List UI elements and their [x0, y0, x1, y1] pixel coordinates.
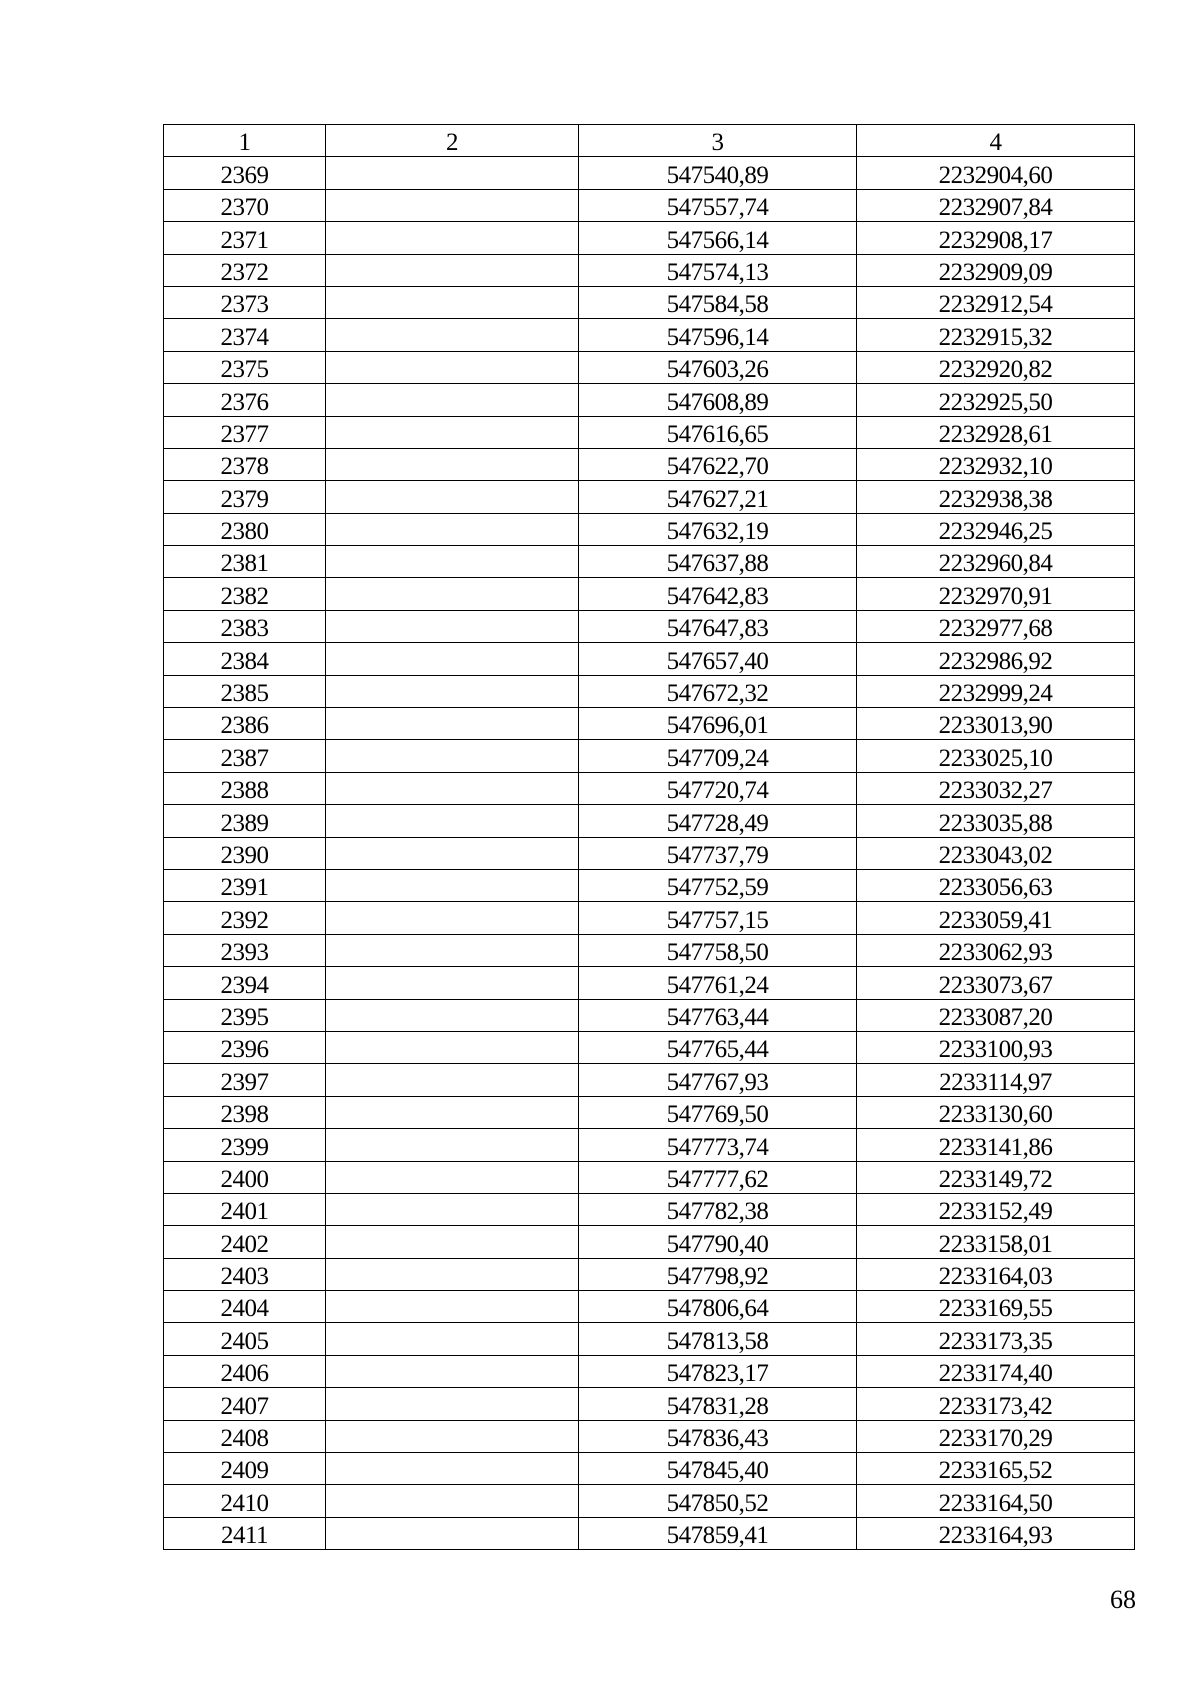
y-coordinate-cell: 2232932,10: [857, 448, 1135, 480]
table-row: [164, 837, 1135, 869]
point-number-cell: 2407: [164, 1388, 326, 1420]
empty-cell: [326, 837, 579, 869]
point-number-cell: 2397: [164, 1064, 326, 1096]
table-row: [164, 1226, 1135, 1258]
table-row: [164, 805, 1135, 837]
y-coordinate-cell: 2233013,90: [857, 708, 1135, 740]
empty-cell: [326, 416, 579, 448]
empty-cell: [326, 384, 579, 416]
empty-cell: [326, 772, 579, 804]
empty-cell: [326, 1388, 579, 1420]
table-row: [164, 222, 1135, 254]
table-body: [164, 157, 1135, 1550]
x-coordinate-cell: 547728,49: [579, 805, 857, 837]
x-coordinate-cell: 547627,21: [579, 481, 857, 513]
page-number: 68: [1110, 1585, 1136, 1614]
point-number-cell: 2400: [164, 1161, 326, 1193]
table-row: [164, 1517, 1135, 1549]
y-coordinate-cell: 2233032,27: [857, 772, 1135, 804]
table-row: [164, 546, 1135, 578]
y-coordinate-cell: 2233130,60: [857, 1096, 1135, 1128]
x-coordinate-cell: 547584,58: [579, 286, 857, 318]
point-number-cell: 2377: [164, 416, 326, 448]
x-coordinate-cell: 547540,89: [579, 157, 857, 189]
y-coordinate-cell: 2233158,01: [857, 1226, 1135, 1258]
table-row: [164, 1485, 1135, 1517]
y-coordinate-cell: 2232986,92: [857, 643, 1135, 675]
empty-cell: [326, 1291, 579, 1323]
x-coordinate-cell: 547782,38: [579, 1193, 857, 1225]
column-header-1: 1: [164, 125, 326, 157]
column-header-3: 3: [579, 125, 857, 157]
point-number-cell: 2391: [164, 869, 326, 901]
point-number-cell: 2381: [164, 546, 326, 578]
x-coordinate-cell: 547566,14: [579, 222, 857, 254]
table-row: [164, 934, 1135, 966]
point-number-cell: 2380: [164, 513, 326, 545]
empty-cell: [326, 254, 579, 286]
y-coordinate-cell: 2233087,20: [857, 999, 1135, 1031]
table-row: [164, 1291, 1135, 1323]
x-coordinate-cell: 547765,44: [579, 1031, 857, 1063]
table-row: [164, 351, 1135, 383]
y-coordinate-cell: 2233173,42: [857, 1388, 1135, 1420]
table-row: [164, 1258, 1135, 1290]
point-number-cell: 2388: [164, 772, 326, 804]
table-row: [164, 1355, 1135, 1387]
table-row: [164, 1420, 1135, 1452]
point-number-cell: 2402: [164, 1226, 326, 1258]
point-number-cell: 2405: [164, 1323, 326, 1355]
x-coordinate-cell: 547596,14: [579, 319, 857, 351]
table-row: [164, 1096, 1135, 1128]
empty-cell: [326, 351, 579, 383]
x-coordinate-cell: 547637,88: [579, 546, 857, 578]
table-row: [164, 1129, 1135, 1161]
y-coordinate-cell: 2233059,41: [857, 902, 1135, 934]
y-coordinate-cell: 2233149,72: [857, 1161, 1135, 1193]
x-coordinate-cell: 547769,50: [579, 1096, 857, 1128]
x-coordinate-cell: 547696,01: [579, 708, 857, 740]
empty-cell: [326, 740, 579, 772]
point-number-cell: 2376: [164, 384, 326, 416]
point-number-cell: 2409: [164, 1453, 326, 1485]
empty-cell: [326, 1258, 579, 1290]
y-coordinate-cell: 2232912,54: [857, 286, 1135, 318]
empty-cell: [326, 999, 579, 1031]
point-number-cell: 2374: [164, 319, 326, 351]
empty-cell: [326, 967, 579, 999]
empty-cell: [326, 546, 579, 578]
point-number-cell: 2392: [164, 902, 326, 934]
x-coordinate-cell: 547647,83: [579, 610, 857, 642]
x-coordinate-cell: 547758,50: [579, 934, 857, 966]
y-coordinate-cell: 2232920,82: [857, 351, 1135, 383]
table-row: [164, 675, 1135, 707]
empty-cell: [326, 319, 579, 351]
point-number-cell: 2398: [164, 1096, 326, 1128]
empty-cell: [326, 513, 579, 545]
table-row: [164, 999, 1135, 1031]
y-coordinate-cell: 2232904,60: [857, 157, 1135, 189]
point-number-cell: 2393: [164, 934, 326, 966]
point-number-cell: 2371: [164, 222, 326, 254]
y-coordinate-cell: 2233025,10: [857, 740, 1135, 772]
table-row: [164, 1453, 1135, 1485]
y-coordinate-cell: 2232938,38: [857, 481, 1135, 513]
empty-cell: [326, 286, 579, 318]
point-number-cell: 2385: [164, 675, 326, 707]
x-coordinate-cell: 547752,59: [579, 869, 857, 901]
y-coordinate-cell: 2233170,29: [857, 1420, 1135, 1452]
point-number-cell: 2401: [164, 1193, 326, 1225]
x-coordinate-cell: 547859,41: [579, 1517, 857, 1549]
empty-cell: [326, 1355, 579, 1387]
x-coordinate-cell: 547761,24: [579, 967, 857, 999]
empty-cell: [326, 643, 579, 675]
x-coordinate-cell: 547616,65: [579, 416, 857, 448]
point-number-cell: 2408: [164, 1420, 326, 1452]
x-coordinate-cell: 547657,40: [579, 643, 857, 675]
empty-cell: [326, 578, 579, 610]
y-coordinate-cell: 2233100,93: [857, 1031, 1135, 1063]
point-number-cell: 2394: [164, 967, 326, 999]
table-row: [164, 481, 1135, 513]
x-coordinate-cell: 547709,24: [579, 740, 857, 772]
point-number-cell: 2373: [164, 286, 326, 318]
point-number-cell: 2399: [164, 1129, 326, 1161]
y-coordinate-cell: 2232907,84: [857, 189, 1135, 221]
y-coordinate-cell: 2232946,25: [857, 513, 1135, 545]
empty-cell: [326, 869, 579, 901]
x-coordinate-cell: 547831,28: [579, 1388, 857, 1420]
empty-cell: [326, 448, 579, 480]
point-number-cell: 2404: [164, 1291, 326, 1323]
point-number-cell: 2383: [164, 610, 326, 642]
empty-cell: [326, 481, 579, 513]
table-row: [164, 254, 1135, 286]
table-row: [164, 1064, 1135, 1096]
table-row: [164, 286, 1135, 318]
y-coordinate-cell: 2233056,63: [857, 869, 1135, 901]
y-coordinate-cell: 2233035,88: [857, 805, 1135, 837]
x-coordinate-cell: 547836,43: [579, 1420, 857, 1452]
y-coordinate-cell: 2233114,97: [857, 1064, 1135, 1096]
table-row: [164, 643, 1135, 675]
y-coordinate-cell: 2232909,09: [857, 254, 1135, 286]
table-row: [164, 1161, 1135, 1193]
coordinates-table: [163, 124, 1135, 1550]
table-row: [164, 772, 1135, 804]
empty-cell: [326, 1064, 579, 1096]
empty-cell: [326, 610, 579, 642]
empty-cell: [326, 1031, 579, 1063]
table-row: [164, 1388, 1135, 1420]
point-number-cell: 2384: [164, 643, 326, 675]
point-number-cell: 2390: [164, 837, 326, 869]
point-number-cell: 2372: [164, 254, 326, 286]
empty-cell: [326, 1517, 579, 1549]
empty-cell: [326, 157, 579, 189]
table-row: [164, 967, 1135, 999]
y-coordinate-cell: 2233141,86: [857, 1129, 1135, 1161]
point-number-cell: 2410: [164, 1485, 326, 1517]
y-coordinate-cell: 2232915,32: [857, 319, 1135, 351]
x-coordinate-cell: 547823,17: [579, 1355, 857, 1387]
x-coordinate-cell: 547845,40: [579, 1453, 857, 1485]
table-row: [164, 384, 1135, 416]
empty-cell: [326, 1129, 579, 1161]
y-coordinate-cell: 2233164,50: [857, 1485, 1135, 1517]
point-number-cell: 2382: [164, 578, 326, 610]
empty-cell: [326, 1485, 579, 1517]
y-coordinate-cell: 2233173,35: [857, 1323, 1135, 1355]
y-coordinate-cell: 2232908,17: [857, 222, 1135, 254]
empty-cell: [326, 902, 579, 934]
table-row: [164, 1323, 1135, 1355]
empty-cell: [326, 1226, 579, 1258]
table-row: [164, 319, 1135, 351]
point-number-cell: 2369: [164, 157, 326, 189]
y-coordinate-cell: 2233152,49: [857, 1193, 1135, 1225]
y-coordinate-cell: 2233164,93: [857, 1517, 1135, 1549]
table-row: [164, 157, 1135, 189]
x-coordinate-cell: 547850,52: [579, 1485, 857, 1517]
table-row: [164, 448, 1135, 480]
empty-cell: [326, 1420, 579, 1452]
y-coordinate-cell: 2232970,91: [857, 578, 1135, 610]
x-coordinate-cell: 547813,58: [579, 1323, 857, 1355]
y-coordinate-cell: 2233174,40: [857, 1355, 1135, 1387]
column-header-4: 4: [857, 125, 1135, 157]
y-coordinate-cell: 2232977,68: [857, 610, 1135, 642]
table-row: [164, 578, 1135, 610]
point-number-cell: 2378: [164, 448, 326, 480]
empty-cell: [326, 934, 579, 966]
empty-cell: [326, 189, 579, 221]
point-number-cell: 2375: [164, 351, 326, 383]
empty-cell: [326, 1161, 579, 1193]
x-coordinate-cell: 547798,92: [579, 1258, 857, 1290]
x-coordinate-cell: 547557,74: [579, 189, 857, 221]
point-number-cell: 2406: [164, 1355, 326, 1387]
empty-cell: [326, 1193, 579, 1225]
x-coordinate-cell: 547790,40: [579, 1226, 857, 1258]
table-row: [164, 610, 1135, 642]
x-coordinate-cell: 547777,62: [579, 1161, 857, 1193]
x-coordinate-cell: 547757,15: [579, 902, 857, 934]
y-coordinate-cell: 2232999,24: [857, 675, 1135, 707]
table-row: [164, 416, 1135, 448]
y-coordinate-cell: 2232928,61: [857, 416, 1135, 448]
empty-cell: [326, 708, 579, 740]
table-row: [164, 189, 1135, 221]
table-row: [164, 708, 1135, 740]
empty-cell: [326, 1453, 579, 1485]
empty-cell: [326, 805, 579, 837]
y-coordinate-cell: 2232925,50: [857, 384, 1135, 416]
empty-cell: [326, 1323, 579, 1355]
y-coordinate-cell: 2232960,84: [857, 546, 1135, 578]
table-row: [164, 513, 1135, 545]
column-header-2: 2: [326, 125, 579, 157]
x-coordinate-cell: 547767,93: [579, 1064, 857, 1096]
point-number-cell: 2370: [164, 189, 326, 221]
x-coordinate-cell: 547642,83: [579, 578, 857, 610]
x-coordinate-cell: 547608,89: [579, 384, 857, 416]
table-row: [164, 740, 1135, 772]
x-coordinate-cell: 547773,74: [579, 1129, 857, 1161]
y-coordinate-cell: 2233165,52: [857, 1453, 1135, 1485]
empty-cell: [326, 1096, 579, 1128]
y-coordinate-cell: 2233169,55: [857, 1291, 1135, 1323]
table-row: [164, 869, 1135, 901]
table-row: [164, 902, 1135, 934]
x-coordinate-cell: 547806,64: [579, 1291, 857, 1323]
point-number-cell: 2386: [164, 708, 326, 740]
point-number-cell: 2411: [164, 1517, 326, 1549]
point-number-cell: 2379: [164, 481, 326, 513]
x-coordinate-cell: 547672,32: [579, 675, 857, 707]
x-coordinate-cell: 547737,79: [579, 837, 857, 869]
x-coordinate-cell: 547763,44: [579, 999, 857, 1031]
x-coordinate-cell: 547720,74: [579, 772, 857, 804]
x-coordinate-cell: 547632,19: [579, 513, 857, 545]
point-number-cell: 2395: [164, 999, 326, 1031]
x-coordinate-cell: 547603,26: [579, 351, 857, 383]
x-coordinate-cell: 547574,13: [579, 254, 857, 286]
y-coordinate-cell: 2233073,67: [857, 967, 1135, 999]
table-row: [164, 1031, 1135, 1063]
y-coordinate-cell: 2233164,03: [857, 1258, 1135, 1290]
point-number-cell: 2403: [164, 1258, 326, 1290]
y-coordinate-cell: 2233043,02: [857, 837, 1135, 869]
empty-cell: [326, 675, 579, 707]
table-header-row: [164, 125, 1135, 157]
table-row: [164, 1193, 1135, 1225]
x-coordinate-cell: 547622,70: [579, 448, 857, 480]
y-coordinate-cell: 2233062,93: [857, 934, 1135, 966]
point-number-cell: 2389: [164, 805, 326, 837]
point-number-cell: 2387: [164, 740, 326, 772]
point-number-cell: 2396: [164, 1031, 326, 1063]
empty-cell: [326, 222, 579, 254]
